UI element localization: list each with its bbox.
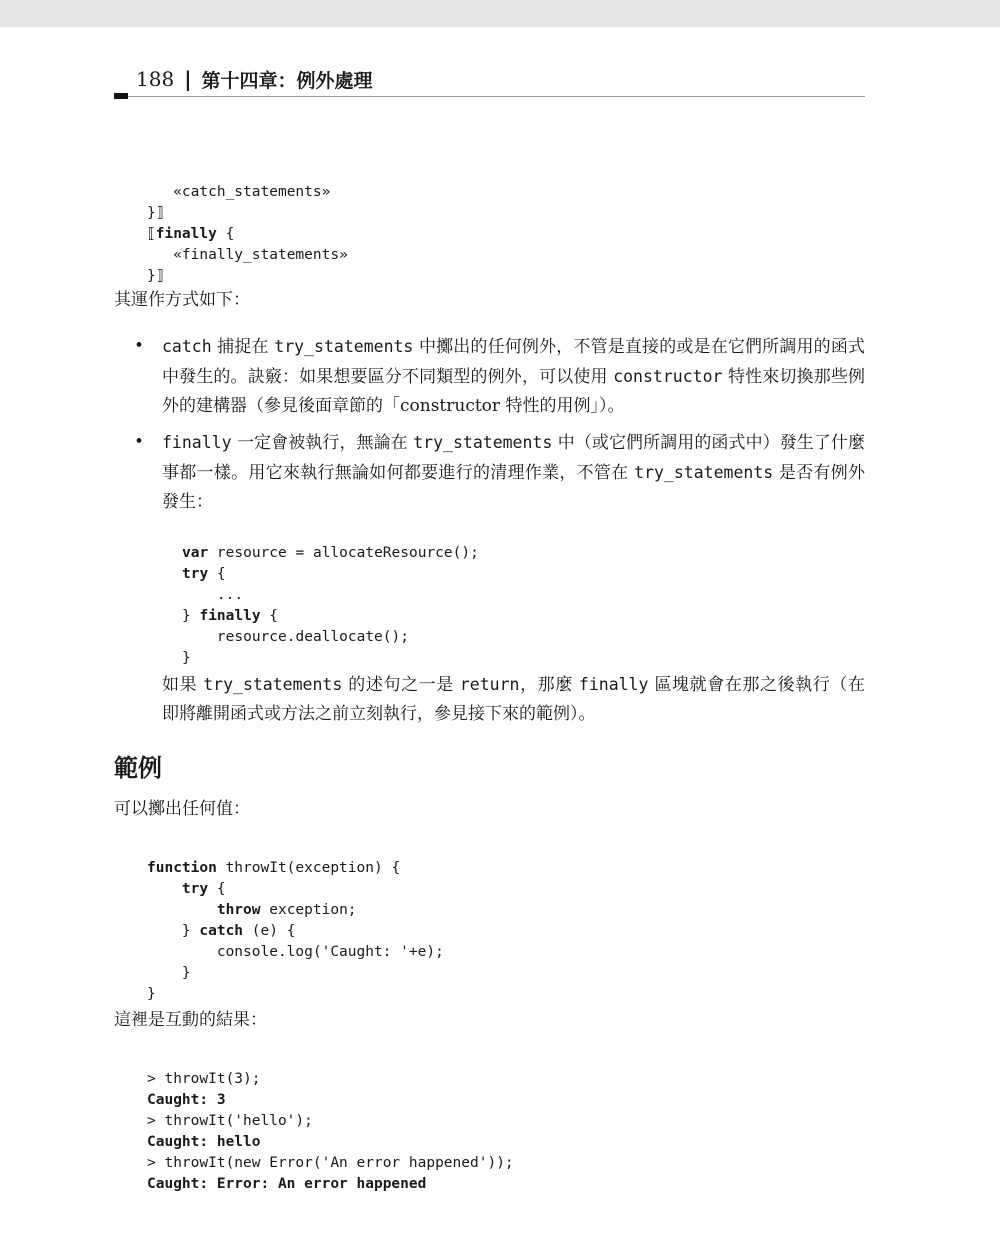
code-line <box>147 858 444 879</box>
code-text: «finally_statements» <box>173 247 348 263</box>
code-keyword: throw <box>216 902 261 918</box>
inline-code: constructor <box>613 367 723 386</box>
code-text <box>147 902 217 918</box>
code-keyword: var <box>182 545 209 561</box>
result-intro: 這裡是互動的結果： <box>114 1010 267 1030</box>
top-margin-bar <box>0 0 1000 27</box>
code-line <box>147 203 348 224</box>
code-line <box>147 900 444 921</box>
code-line <box>147 963 444 984</box>
text-run: 如果 <box>162 675 204 695</box>
text-run: 捕捉在 <box>211 337 275 357</box>
code-line <box>147 879 444 900</box>
code-line <box>147 984 444 1005</box>
code-text: } <box>147 986 156 1002</box>
code-line <box>147 182 348 203</box>
code-text: ⟦ <box>147 226 156 242</box>
text-run: 是否有例外發生： <box>162 463 866 512</box>
code-text: ... <box>182 587 244 603</box>
throwit-code-block <box>147 837 444 1026</box>
inline-code: try_statements <box>634 463 774 482</box>
code-text: (e) { <box>243 923 296 939</box>
code-text: { <box>208 881 226 897</box>
inline-code: finally <box>578 675 649 694</box>
console-line: Caught: Error: An error happened <box>147 1176 427 1192</box>
console-line: Caught: 3 <box>147 1092 226 1108</box>
code-text: } <box>147 965 191 981</box>
code-text: } <box>182 650 191 666</box>
code-line <box>147 921 444 942</box>
code-line <box>182 543 479 564</box>
inline-code: return <box>459 675 520 694</box>
code-text: ⟧ <box>155 268 165 284</box>
code-text: «catch_statements» <box>173 184 331 200</box>
code-text: throwIt(exception) { <box>216 860 401 876</box>
text-run: 一定會被執行，無論在 <box>231 433 414 453</box>
inline-code: catch <box>162 337 212 356</box>
bullet-item-finally <box>162 428 865 517</box>
code-line <box>182 564 479 585</box>
code-line <box>182 606 479 627</box>
code-text: } <box>147 268 156 284</box>
code-line <box>147 942 444 963</box>
bullet-marker: • <box>134 336 145 356</box>
text-run: 特性來切換那些例外的建構器（參見後面章節的「constructor 特性的用例」）。 <box>162 367 865 416</box>
resource-code-block <box>182 522 479 690</box>
code-keyword: catch <box>199 923 244 939</box>
code-line <box>147 224 348 245</box>
chapter-title: 第十四章：例外處理 <box>201 69 373 92</box>
bullet-marker: • <box>134 432 145 452</box>
code-keyword: finally <box>155 226 217 242</box>
text-run: ，那麼 <box>519 675 579 695</box>
code-text: ⟧ <box>155 205 165 221</box>
bullet-item-catch <box>162 332 865 421</box>
code-text: } <box>147 205 156 221</box>
code-text: } <box>182 608 200 624</box>
console-line: > throwIt('hello'); <box>147 1113 313 1129</box>
inline-code: finally <box>162 433 232 452</box>
code-text: { <box>260 608 279 624</box>
intro-paragraph: 其運作方式如下： <box>114 290 250 310</box>
after-code-paragraph <box>162 670 865 729</box>
inline-code: try_statements <box>274 337 414 356</box>
text-run: 區塊就會在那之後執行（在即將離開函式或方法之前立刻執行，參見接下來的範例）。 <box>162 675 866 724</box>
code-line <box>182 648 479 669</box>
code-text: resource.deallocate(); <box>182 629 409 645</box>
console-output-block <box>147 1048 514 1216</box>
code-text <box>147 881 182 897</box>
inline-code: try_statements <box>413 433 553 452</box>
inline-code: try_statements <box>203 675 343 694</box>
text-run: 中擲出的任何例外，不管是直接的或是在它們所調用的函式中發生的。訣竅：如果想要區分不同類型的例外，可以使用 <box>162 337 865 387</box>
code-text: exception; <box>260 902 357 918</box>
code-keyword: try <box>182 566 209 582</box>
page-header <box>136 64 373 94</box>
code-keyword: finally <box>199 608 261 624</box>
console-line: Caught: hello <box>147 1134 261 1150</box>
code-line <box>147 266 348 287</box>
text-run: 的述句之一是 <box>342 675 460 695</box>
code-line <box>147 245 348 266</box>
header-separator: | <box>184 67 192 91</box>
code-text: } <box>147 923 200 939</box>
code-text: { <box>216 226 235 242</box>
code-text: console.log('Caught: '+e); <box>147 944 444 960</box>
section-heading: 範例 <box>114 754 162 782</box>
code-text: { <box>208 566 226 582</box>
console-line: > throwIt(3); <box>147 1071 261 1087</box>
code-keyword: function <box>147 860 217 876</box>
code-line <box>182 627 479 648</box>
header-marker <box>114 93 128 99</box>
code-text: resource = allocateResource(); <box>208 545 479 561</box>
text-run: 中（或它們所調用的函式中）發生了什麼事都一樣。用它來執行無論如何都要進行的清理作業，不管在 <box>162 433 865 483</box>
header-rule <box>114 96 865 97</box>
code-keyword: try <box>181 881 209 897</box>
example-intro: 可以擲出任何值： <box>114 799 250 819</box>
code-line <box>182 585 479 606</box>
page-number: 188 <box>136 67 175 91</box>
console-line: > throwIt(new Error('An error happened')); <box>147 1155 514 1171</box>
